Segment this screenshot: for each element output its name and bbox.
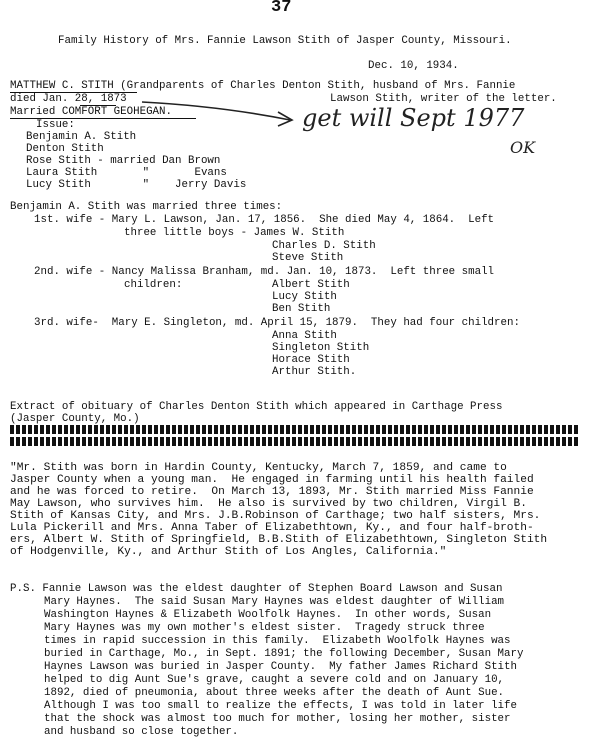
third-wife-child: Singleton Stith xyxy=(272,342,370,354)
postscript-line: buried in Carthage, Mo., in Sept. 1891; the following December, Susan Mary xyxy=(44,648,524,660)
obituary-heading: Extract of obituary of Charles Denton Stith which appeared in Carthage Press xyxy=(10,401,503,413)
third-wife-child: Anna Stith xyxy=(272,330,337,342)
third-wife: 3rd. wife- Mary E. Singleton, md. April 15, 1879. They had four children: xyxy=(34,317,520,329)
issue-child: Lucy Stith " Jerry Davis xyxy=(26,179,247,191)
postscript-line: and husband so close together. xyxy=(44,726,239,738)
typed-strikeout xyxy=(10,437,578,446)
handwritten-note: get will Sept 1977 xyxy=(302,104,525,132)
marriages-intro: Benjamin A. Stith was married three times: xyxy=(10,201,283,213)
postscript-line: helped to dig Aunt Sue's grave, caught a severe cold and on January 10, xyxy=(44,674,505,686)
postscript-line: P.S. Fannie Lawson was the eldest daughter of Stephen Board Lawson and Susan xyxy=(10,583,503,595)
second-wife: 2nd. wife - Nancy Malissa Branham, md. Jan. 10, 1873. Left three small xyxy=(34,266,495,278)
obituary-quote-line: and he was forced to retire. On March 13, 1893, Mr. Stith married Miss Fannie xyxy=(10,486,534,498)
issue-label: Issue: xyxy=(36,119,75,131)
third-wife-child: Arthur Stith. xyxy=(272,366,357,378)
grandparents-death-date: died Jan. 28, 1873 xyxy=(10,93,127,105)
issue-child: Laura Stith " Evans xyxy=(26,167,227,179)
handwritten-ok: OK xyxy=(510,138,536,157)
typed-strikeout xyxy=(10,425,578,434)
letter-date: Dec. 10, 1934. xyxy=(368,60,459,72)
obituary-quote-line: ers, Albert W. Stith of Springfield, B.B.Stith of Elizabethtown, Singleton Stith xyxy=(10,534,548,546)
obituary-quote-line: "Mr. Stith was born in Hardin County, Kentucky, March 7, 1859, and came to xyxy=(10,462,507,474)
postscript-line: times in rapid succession in this family. Elizabeth Woolfolk Haynes was xyxy=(44,635,511,647)
postscript-line: Mary Haynes was my own mother's eldest sister. Tragedy struck three xyxy=(44,622,485,634)
document-title: Family History of Mrs. Fannie Lawson Stith of Jasper County, Missouri. xyxy=(58,35,512,47)
first-wife-child: Charles D. Stith xyxy=(272,240,376,252)
second-wife-child: Ben Stith xyxy=(272,303,331,315)
obituary-quote-line: Jasper County when a young man. He engaged in farming until his health failed xyxy=(10,474,534,486)
third-wife-child: Horace Stith xyxy=(272,354,350,366)
postscript-line: that the shock was almost too much for mother, losing her mother, sister xyxy=(44,713,511,725)
postscript-line: Haynes Lawson was buried in Jasper County. My father James Richard Stith xyxy=(44,661,517,673)
postscript-line: Although I was too small to realize the effects, I was told in later life xyxy=(44,700,517,712)
second-wife-child: Lucy Stith xyxy=(272,291,337,303)
obituary-quote-line: Stith of Kansas City, and Mrs. J.B.Robinson of Carthage; two half sisters, Mrs. xyxy=(10,510,541,522)
second-wife-child: Albert Stith xyxy=(272,279,350,291)
first-wife: 1st. wife - Mary L. Lawson, Jan. 17, 1856. She died May 4, 1864. Left xyxy=(34,214,495,226)
second-wife-children-intro: children: xyxy=(124,279,183,291)
obituary-quote-line: Lula Pickerill and Mrs. Anna Taber of Elizabethtown, Ky., and four half-broth- xyxy=(10,522,534,534)
postscript-line: Washington Haynes & Elizabeth Woolfolk Haynes. In other words, Susan xyxy=(44,609,492,621)
issue-child: Benjamin A. Stith xyxy=(26,131,137,143)
first-wife-child: Steve Stith xyxy=(272,252,344,264)
handwritten-arrow xyxy=(140,98,310,134)
first-wife-children-intro: three little boys - James W. Stith xyxy=(124,227,345,239)
grandparents-line-1: MATTHEW C. STITH (Grandparents of Charles Denton Stith, husband of Mrs. Fannie xyxy=(10,80,516,92)
postscript-line: Mary Haynes. The said Susan Mary Haynes was eldest daughter of William xyxy=(44,596,505,608)
issue-child: Denton Stith xyxy=(26,143,104,155)
obituary-source: (Jasper County, Mo.) xyxy=(10,413,140,425)
grandparents-line-2: Lawson Stith, writer of the letter. xyxy=(330,93,557,105)
issue-child: Rose Stith - married Dan Brown xyxy=(26,155,221,167)
obituary-quote-line: of Hodgenville, Ky., and Arthur Stith of Los Angles, California." xyxy=(10,546,447,558)
page-number: 37 xyxy=(271,0,292,17)
postscript-line: 1892, died of pneumonia, about three weeks after the death of Aunt Sue. xyxy=(44,687,505,699)
grandparents-marriage: Married COMFORT GEOHEGAN. xyxy=(10,106,172,118)
obituary-quote-line: May Lawson, who survives him. He also is survived by two children, Virgil B. xyxy=(10,498,527,510)
